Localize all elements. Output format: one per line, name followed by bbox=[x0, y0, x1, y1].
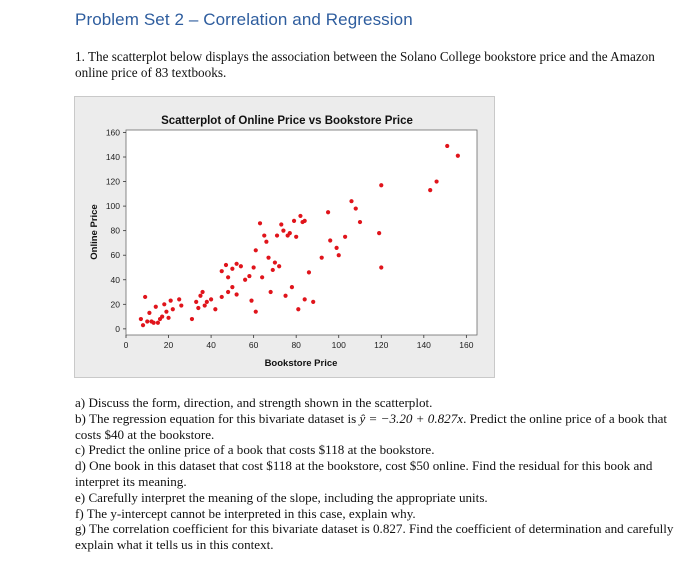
scatter-point bbox=[169, 299, 173, 303]
scatter-point bbox=[273, 260, 277, 264]
scatter-point bbox=[200, 290, 204, 294]
question-b-text: b) The regression equation for this bivariate dataset is bbox=[75, 410, 360, 426]
scatter-point bbox=[260, 275, 264, 279]
scatter-point bbox=[171, 307, 175, 311]
x-tick-label: 40 bbox=[206, 340, 216, 350]
scatter-point bbox=[349, 199, 353, 203]
scatter-point bbox=[337, 253, 341, 257]
scatter-point bbox=[269, 290, 273, 294]
scatter-point bbox=[154, 305, 158, 309]
y-tick-label: 60 bbox=[110, 250, 120, 261]
y-tick-label: 120 bbox=[105, 176, 120, 187]
scatterplot-chart bbox=[75, 97, 496, 379]
scatter-point bbox=[139, 317, 143, 321]
scatter-point bbox=[254, 248, 258, 252]
y-tick-label: 40 bbox=[110, 274, 120, 285]
scatter-point bbox=[254, 310, 258, 314]
x-tick-label: 60 bbox=[248, 340, 259, 350]
question-g: g) The correlation coefficient for this bivariate dataset is 0.827. Find the coefficient of determination and carefully explain what it tells us in this context. bbox=[75, 521, 674, 553]
scatter-point bbox=[235, 292, 239, 296]
y-tick-label: 140 bbox=[105, 152, 120, 163]
scatter-point bbox=[243, 278, 247, 282]
y-tick-label: 100 bbox=[105, 201, 120, 212]
scatter-point bbox=[164, 310, 168, 314]
x-axis-label: Bookstore Price bbox=[264, 358, 338, 369]
scatter-point bbox=[230, 267, 234, 271]
question-c: c) Predict the online price of a book that costs $118 at the bookstore. bbox=[75, 442, 435, 458]
scatter-point bbox=[266, 256, 270, 260]
scatter-point bbox=[230, 285, 234, 289]
scatter-point bbox=[311, 300, 315, 304]
scatter-point bbox=[335, 246, 339, 250]
scatter-point bbox=[166, 316, 170, 320]
scatter-point bbox=[194, 300, 198, 304]
scatter-point bbox=[292, 219, 296, 223]
scatter-point bbox=[377, 231, 381, 235]
x-tick-label: 80 bbox=[291, 340, 301, 350]
x-tick-label: 160 bbox=[459, 340, 474, 350]
scatter-point bbox=[224, 263, 228, 267]
scatter-point bbox=[145, 319, 149, 323]
problem-intro: 1. The scatterplot below displays the association between the Solano College bookstore price and the Amazon online price of 83 textbooks. bbox=[75, 49, 655, 80]
y-tick-label: 160 bbox=[105, 127, 120, 138]
scatter-point bbox=[220, 295, 224, 299]
scatter-point bbox=[358, 220, 362, 224]
x-tick-label: 140 bbox=[416, 340, 431, 350]
scatter-point bbox=[271, 268, 275, 272]
scatter-point bbox=[252, 265, 256, 269]
scatter-point bbox=[156, 321, 160, 325]
y-tick-label: 80 bbox=[110, 225, 120, 236]
question-f: f) The y-intercept cannot be interpreted in this case, explain why. bbox=[75, 505, 416, 521]
scatter-point bbox=[298, 214, 302, 218]
scatter-point bbox=[275, 233, 279, 237]
y-tick-label: 0 bbox=[115, 323, 120, 334]
question-d: d) One book in this dataset that cost $118 at the bookstore, cost $50 online. Find the residual for this book and interpret its meaning. bbox=[75, 458, 653, 489]
scatter-point bbox=[177, 297, 181, 301]
scatter-point bbox=[179, 303, 183, 307]
scatter-point bbox=[160, 314, 164, 318]
scatter-point bbox=[303, 219, 307, 223]
x-tick-label: 0 bbox=[123, 340, 129, 350]
y-axis-label: Online Price bbox=[89, 204, 100, 260]
x-tick-label: 120 bbox=[374, 340, 389, 350]
scatter-point bbox=[354, 206, 358, 210]
scatter-point bbox=[379, 183, 383, 187]
question-b-rest: . Predict the online price of a book that costs $40 at the bookstore. bbox=[75, 410, 668, 442]
scatter-point bbox=[434, 179, 438, 183]
y-tick-label: 20 bbox=[110, 299, 120, 310]
scatter-point bbox=[143, 295, 147, 299]
question-b bbox=[75, 411, 675, 443]
scatter-point bbox=[294, 235, 298, 239]
scatter-point bbox=[147, 311, 151, 315]
scatter-point bbox=[288, 231, 292, 235]
plot-area bbox=[126, 130, 477, 335]
scatter-point bbox=[141, 323, 145, 327]
scatter-point bbox=[283, 294, 287, 298]
scatter-point bbox=[428, 188, 432, 192]
questions-list bbox=[75, 395, 675, 553]
scatter-point bbox=[320, 256, 324, 260]
scatter-point bbox=[279, 222, 283, 226]
scatter-point bbox=[220, 269, 224, 273]
regression-equation: ŷ = −3.20 + 0.827x bbox=[359, 410, 464, 426]
scatter-point bbox=[290, 285, 294, 289]
question-a: a) Discuss the form, direction, and strength shown in the scatterplot. bbox=[75, 395, 433, 410]
scatter-point bbox=[162, 302, 166, 306]
scatter-point bbox=[209, 297, 213, 301]
scatter-point bbox=[196, 306, 200, 310]
scatter-point bbox=[264, 240, 268, 244]
scatter-point bbox=[343, 235, 347, 239]
x-tick-label: 20 bbox=[163, 340, 174, 350]
scatter-point bbox=[456, 154, 460, 158]
scatter-point bbox=[296, 307, 300, 311]
scatter-point bbox=[152, 321, 156, 325]
scatter-point bbox=[226, 275, 230, 279]
scatter-point bbox=[445, 144, 449, 148]
scatter-point bbox=[226, 290, 230, 294]
page-title: Problem Set 2 – Correlation and Regression bbox=[75, 10, 413, 29]
scatter-point bbox=[258, 221, 262, 225]
x-tick-label: 100 bbox=[331, 340, 346, 350]
scatter-point bbox=[190, 317, 194, 321]
scatter-point bbox=[213, 307, 217, 311]
question-e: e) Carefully interpret the meaning of the slope, including the appropriate units. bbox=[75, 489, 488, 505]
scatter-point bbox=[303, 297, 307, 301]
scatter-point bbox=[328, 238, 332, 242]
scatter-point bbox=[379, 265, 383, 269]
scatter-point bbox=[262, 233, 266, 237]
scatter-point bbox=[203, 303, 207, 307]
scatter-point bbox=[235, 262, 239, 266]
scatter-point bbox=[249, 299, 253, 303]
scatter-point bbox=[277, 264, 281, 268]
scatter-point bbox=[205, 300, 209, 304]
scatterplot-figure bbox=[74, 96, 495, 378]
scatter-point bbox=[326, 210, 330, 214]
scatter-point bbox=[247, 274, 251, 278]
scatter-point bbox=[239, 264, 243, 268]
scatter-point bbox=[307, 270, 311, 274]
scatter-point bbox=[281, 229, 285, 233]
scatter-point bbox=[198, 294, 202, 298]
chart-title: Scatterplot of Online Price vs Bookstore Price bbox=[161, 115, 413, 127]
